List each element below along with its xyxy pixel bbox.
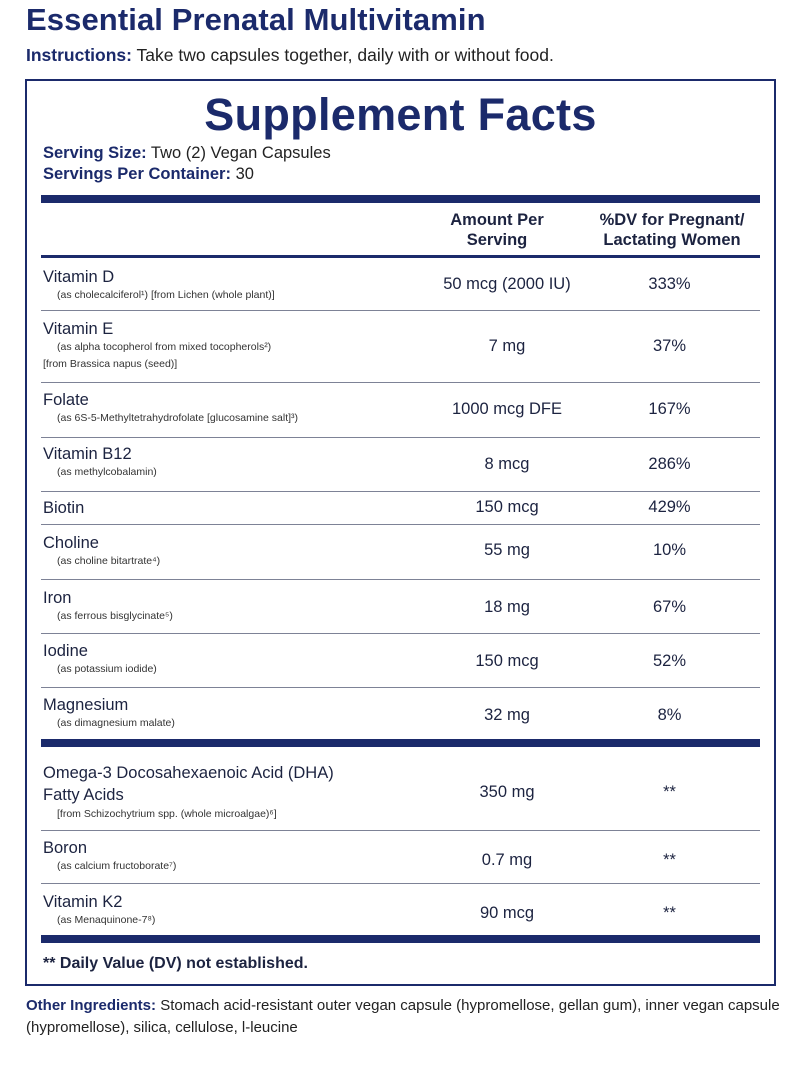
nutrient-source: (as calcium fructoborate⁷) xyxy=(57,860,177,872)
nutrient-amount: 0.7 mg xyxy=(481,851,533,869)
row-divider xyxy=(41,687,760,688)
serving-size-value: Two (2) Vegan Capsules xyxy=(150,144,331,162)
row-divider xyxy=(41,883,760,884)
nutrient-dv: 286% xyxy=(648,455,691,473)
nutrient-amount: 1000 mcg DFE xyxy=(451,400,563,418)
instructions-text: Take two capsules together, daily with or without food. xyxy=(136,45,554,65)
nutrient-name-line2: Fatty Acids xyxy=(43,786,124,804)
nutrient-row xyxy=(27,833,774,883)
column-header-dv-line1: %DV for Pregnant/ xyxy=(599,211,745,229)
nutrient-dv: 429% xyxy=(648,498,691,516)
nutrient-row xyxy=(27,313,774,379)
nutrient-name: Omega-3 Docosahexaenoic Acid (DHA) xyxy=(43,764,334,782)
other-ingredients xyxy=(26,995,786,1039)
servings-per-container-value: 30 xyxy=(235,165,254,183)
nutrient-dv: ** xyxy=(663,851,676,869)
row-divider xyxy=(41,579,760,580)
column-header-dv xyxy=(582,210,762,250)
row-divider xyxy=(41,524,760,525)
nutrient-amount: 350 mg xyxy=(479,783,535,801)
nutrient-row xyxy=(27,755,774,825)
nutrient-dv: 8% xyxy=(657,706,682,724)
nutrient-name: Magnesium xyxy=(43,696,129,714)
nutrient-amount: 90 mcg xyxy=(479,904,535,922)
nutrient-name: Vitamin E xyxy=(43,320,114,338)
header-divider-bar xyxy=(41,195,760,203)
nutrient-row xyxy=(27,582,774,632)
instructions xyxy=(26,45,554,66)
nutrient-amount: 8 mcg xyxy=(484,455,530,473)
nutrient-dv: 37% xyxy=(652,337,687,355)
nutrient-row xyxy=(27,690,774,740)
nutrient-name: Folate xyxy=(43,391,89,409)
instructions-label: Instructions: xyxy=(26,45,132,65)
column-header-amount xyxy=(417,210,577,250)
column-header-divider xyxy=(41,255,760,258)
nutrient-amount: 55 mg xyxy=(484,541,530,559)
row-divider xyxy=(41,633,760,634)
nutrient-row xyxy=(27,527,774,577)
nutrient-name: Biotin xyxy=(43,499,85,517)
row-divider xyxy=(41,382,760,383)
row-divider xyxy=(41,437,760,438)
nutrient-dv: ** xyxy=(663,904,676,922)
serving-size-label: Serving Size: xyxy=(43,144,147,162)
supplement-facts-panel xyxy=(25,79,776,986)
nutrient-name: Boron xyxy=(43,839,88,857)
product-title: Essential Prenatal Multivitamin xyxy=(26,2,486,37)
nutrient-dv: 52% xyxy=(652,652,687,670)
nutrient-amount: 50 mcg (2000 IU) xyxy=(443,275,571,293)
other-ingredients-text: Stomach acid-resistant outer vegan capsule (hypromellose, gellan gum), inner vegan capsule (hypromellose), silica, cellulose, l-leucine xyxy=(26,997,780,1036)
nutrient-amount: 32 mg xyxy=(484,706,530,724)
nutrient-row xyxy=(27,385,774,435)
nutrient-name: Iodine xyxy=(43,642,88,660)
nutrient-name: Iron xyxy=(43,589,72,607)
nutrient-name: Vitamin B12 xyxy=(43,445,132,463)
dv-footnote: ** Daily Value (DV) not established. xyxy=(43,955,308,972)
nutrient-source: (as dimagnesium malate) xyxy=(57,717,175,729)
nutrient-source: (as alpha tocopherol from mixed tocopherols²) xyxy=(57,341,272,353)
nutrient-row xyxy=(27,886,774,936)
row-divider xyxy=(41,491,760,492)
nutrient-row xyxy=(27,440,774,490)
nutrient-source: (as choline bitartrate⁴) xyxy=(57,555,161,567)
nutrient-row xyxy=(27,494,774,522)
column-header-amount-line2: Serving xyxy=(466,231,528,249)
nutrient-source: (as 6S-5-Methyltetrahydrofolate [glucosamine salt]³) xyxy=(57,412,299,424)
nutrient-source: (as ferrous bisglycinate⁵) xyxy=(57,610,173,622)
nutrient-source: (as methylcobalamin) xyxy=(57,466,157,478)
column-header-dv-line2: Lactating Women xyxy=(603,231,741,249)
nutrient-dv: ** xyxy=(663,783,676,801)
nutrient-amount: 7 mg xyxy=(488,337,526,355)
nutrient-name: Vitamin D xyxy=(43,268,115,286)
nutrient-dv: 67% xyxy=(652,598,687,616)
nutrient-source: [from Schizochytrium spp. (whole microalgae)⁶] xyxy=(57,808,277,820)
nutrient-name: Vitamin K2 xyxy=(43,893,123,911)
nutrient-dv: 10% xyxy=(652,541,687,559)
footer-divider-bar xyxy=(41,935,760,943)
nutrient-dv: 167% xyxy=(648,400,691,418)
supplement-facts-title: Supplement Facts xyxy=(204,89,597,140)
nutrient-name: Choline xyxy=(43,534,99,552)
row-divider xyxy=(41,310,760,311)
nutrient-amount: 150 mcg xyxy=(475,652,539,670)
nutrient-row xyxy=(27,636,774,686)
nutrient-source: (as potassium iodide) xyxy=(57,663,157,675)
serving-info xyxy=(43,143,331,185)
row-divider xyxy=(41,830,760,831)
nutrient-row xyxy=(27,263,774,307)
section-divider-bar xyxy=(41,739,760,747)
nutrient-source-line2: [from Brassica napus (seed)] xyxy=(43,358,178,370)
nutrient-amount: 150 mcg xyxy=(475,498,539,516)
nutrient-amount: 18 mg xyxy=(484,598,530,616)
nutrient-dv: 333% xyxy=(648,275,691,293)
other-ingredients-label: Other Ingredients: xyxy=(26,997,157,1014)
column-header-amount-line1: Amount Per xyxy=(450,211,544,229)
servings-per-container-label: Servings Per Container: xyxy=(43,165,231,183)
nutrient-source: (as cholecalciferol¹) [from Lichen (whole plant)] xyxy=(57,289,275,301)
nutrient-source: (as Menaquinone-7⁸) xyxy=(57,914,156,926)
